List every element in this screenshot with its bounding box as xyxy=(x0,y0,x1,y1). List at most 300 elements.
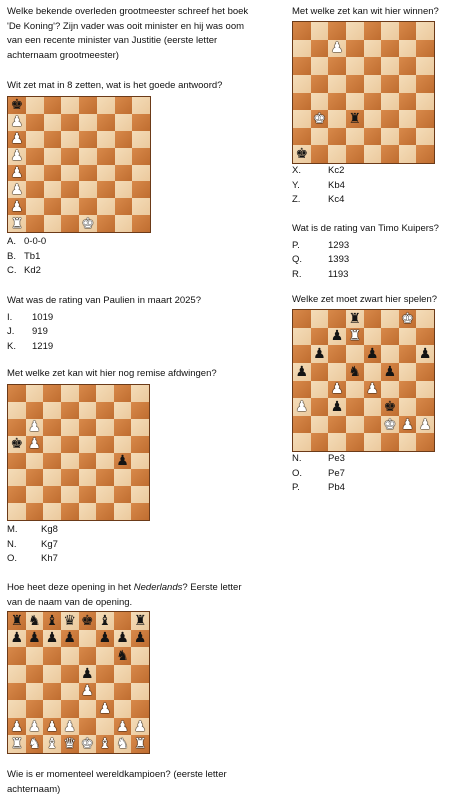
square-d6 xyxy=(61,419,79,436)
square-c7 xyxy=(43,402,61,419)
square-c3 xyxy=(43,469,61,486)
answer-option-o2: O. Pe7 xyxy=(292,467,345,479)
square-e5 xyxy=(364,75,382,93)
square-f1 xyxy=(381,433,399,451)
square-g5 xyxy=(399,363,417,381)
square-b4 xyxy=(26,165,44,182)
square-b2 xyxy=(311,416,329,434)
square-d4 xyxy=(346,93,364,111)
square-f3 xyxy=(96,700,114,718)
square-b6 xyxy=(26,419,44,436)
square-d4 xyxy=(61,683,79,701)
square-a2 xyxy=(293,416,311,434)
answer-option-j: J. 919 xyxy=(7,326,48,337)
white-king-icon: ♚ xyxy=(401,310,414,327)
square-h2 xyxy=(416,416,434,434)
answer-option-o: O. Kh7 xyxy=(7,553,58,564)
square-b7 xyxy=(311,328,329,346)
square-h5 xyxy=(131,436,149,453)
white-king-icon: ♚ xyxy=(81,736,94,753)
square-d7 xyxy=(61,114,79,131)
square-h8 xyxy=(131,385,149,402)
square-g6 xyxy=(115,131,133,148)
black-pawn-icon: ♟ xyxy=(116,452,129,469)
black-king-icon: ♚ xyxy=(81,612,94,629)
square-h7 xyxy=(416,40,434,58)
square-f6 xyxy=(96,419,114,436)
answer-option-a: A. 0-0-0 xyxy=(7,236,47,247)
chess-board-win xyxy=(292,21,435,164)
square-c1 xyxy=(44,215,62,232)
square-d8 xyxy=(61,612,79,630)
square-e5 xyxy=(364,363,382,381)
square-b4 xyxy=(26,453,44,470)
square-a1 xyxy=(293,433,311,451)
square-d4 xyxy=(61,453,79,470)
square-a4 xyxy=(293,381,311,399)
square-b3 xyxy=(26,181,44,198)
square-h3 xyxy=(131,469,149,486)
square-e2 xyxy=(364,128,382,146)
square-e6 xyxy=(79,131,97,148)
square-e5 xyxy=(79,665,97,683)
square-g2 xyxy=(115,198,133,215)
square-e3 xyxy=(364,110,382,128)
square-b4 xyxy=(311,381,329,399)
square-h3 xyxy=(416,398,434,416)
square-c4 xyxy=(328,381,346,399)
square-b1 xyxy=(311,145,329,163)
square-b3 xyxy=(26,469,44,486)
square-h1 xyxy=(131,735,149,753)
square-f8 xyxy=(97,97,115,114)
square-c4 xyxy=(44,165,62,182)
square-c6 xyxy=(328,57,346,75)
square-g8 xyxy=(114,612,132,630)
square-f4 xyxy=(96,453,114,470)
square-c2 xyxy=(44,198,62,215)
square-d8 xyxy=(61,385,79,402)
square-h1 xyxy=(131,503,149,520)
square-d1 xyxy=(346,433,364,451)
white-pawn-icon: ♟ xyxy=(28,436,41,453)
square-b7 xyxy=(311,40,329,58)
square-d7 xyxy=(346,40,364,58)
square-a6 xyxy=(8,131,26,148)
square-b6 xyxy=(26,131,44,148)
square-e1 xyxy=(364,433,382,451)
square-d5 xyxy=(61,148,79,165)
square-h2 xyxy=(416,128,434,146)
question-opening xyxy=(7,581,259,610)
square-a7 xyxy=(8,114,26,131)
square-d5 xyxy=(61,665,79,683)
square-c5 xyxy=(43,665,61,683)
square-e1 xyxy=(364,145,382,163)
square-h8 xyxy=(132,97,150,114)
answer-option-n: N. Kg7 xyxy=(7,538,58,550)
question-text: Met welke zet kan wit hier winnen? xyxy=(292,6,439,17)
square-g5 xyxy=(114,436,132,453)
square-c6 xyxy=(44,131,62,148)
square-h1 xyxy=(132,215,150,232)
square-c1 xyxy=(328,145,346,163)
square-g3 xyxy=(399,110,417,128)
square-c6 xyxy=(43,647,61,665)
square-d1 xyxy=(61,215,79,232)
white-pawn-icon: ♟ xyxy=(28,419,41,436)
black-king-icon: ♚ xyxy=(295,146,309,163)
square-e8 xyxy=(79,385,97,402)
answer-option-m: M. Kg8 xyxy=(7,524,58,535)
square-d2 xyxy=(61,486,79,503)
square-g5 xyxy=(115,148,133,165)
white-pawn-icon: ♟ xyxy=(10,148,24,165)
white-pawn-icon: ♟ xyxy=(10,181,24,198)
square-b1 xyxy=(26,735,44,753)
square-c8 xyxy=(328,310,346,328)
question-win xyxy=(292,5,457,20)
question-draw xyxy=(7,367,259,382)
white-pawn-icon: ♟ xyxy=(81,683,94,700)
square-b8 xyxy=(311,310,329,328)
square-g1 xyxy=(399,433,417,451)
square-f2 xyxy=(381,416,399,434)
square-g3 xyxy=(114,700,132,718)
black-knight-icon: ♞ xyxy=(116,648,129,665)
white-pawn-icon: ♟ xyxy=(330,40,344,57)
square-h5 xyxy=(132,148,150,165)
square-c5 xyxy=(44,148,62,165)
square-b7 xyxy=(26,114,44,131)
square-a4 xyxy=(8,453,26,470)
square-c6 xyxy=(43,419,61,436)
white-rook-icon: ♜ xyxy=(133,736,147,753)
black-pawn-icon: ♟ xyxy=(330,398,344,415)
square-a2 xyxy=(8,198,26,215)
square-g4 xyxy=(115,165,133,182)
square-a5 xyxy=(8,436,26,453)
square-d5 xyxy=(346,75,364,93)
white-pawn-icon: ♟ xyxy=(418,416,432,433)
question-text: Wie is er momenteel wereldkampioen? (eerste letter achternaam) xyxy=(7,769,227,795)
square-h8 xyxy=(416,22,434,40)
square-h6 xyxy=(131,419,149,436)
answer-option-p2: P. Pb4 xyxy=(292,482,345,493)
square-h5 xyxy=(131,665,149,683)
white-pawn-icon: ♟ xyxy=(330,381,344,398)
black-pawn-icon: ♟ xyxy=(418,346,432,363)
square-h7 xyxy=(131,402,149,419)
black-bishop-icon: ♝ xyxy=(98,612,112,629)
square-g1 xyxy=(114,503,132,520)
square-f3 xyxy=(97,181,115,198)
black-pawn-icon: ♟ xyxy=(313,346,326,363)
square-b6 xyxy=(26,647,44,665)
square-h6 xyxy=(416,345,434,363)
white-knight-icon: ♞ xyxy=(116,736,129,753)
white-pawn-icon: ♟ xyxy=(401,416,414,433)
square-f8 xyxy=(96,612,114,630)
square-c7 xyxy=(44,114,62,131)
square-a1 xyxy=(8,735,26,753)
square-h7 xyxy=(131,630,149,648)
chess-board-black-move xyxy=(292,309,435,452)
square-a1 xyxy=(8,215,26,232)
square-g1 xyxy=(114,735,132,753)
square-f7 xyxy=(96,630,114,648)
square-e8 xyxy=(364,22,382,40)
white-pawn-icon: ♟ xyxy=(10,114,24,131)
square-f5 xyxy=(96,436,114,453)
square-e3 xyxy=(79,700,97,718)
square-f5 xyxy=(96,665,114,683)
square-e5 xyxy=(79,148,97,165)
square-g7 xyxy=(399,328,417,346)
square-b1 xyxy=(311,433,329,451)
square-a4 xyxy=(293,93,311,111)
black-rook-icon: ♜ xyxy=(348,310,361,327)
black-pawn-icon: ♟ xyxy=(330,328,344,345)
black-bishop-icon: ♝ xyxy=(45,612,59,629)
question-text: Welke zet moet zwart hier spelen? xyxy=(292,294,438,305)
black-pawn-icon: ♟ xyxy=(133,630,147,647)
black-king-icon: ♚ xyxy=(383,398,397,415)
square-f7 xyxy=(97,114,115,131)
square-f4 xyxy=(97,165,115,182)
square-g2 xyxy=(114,718,132,736)
options-mate-in-8 xyxy=(7,235,46,279)
white-pawn-icon: ♟ xyxy=(10,131,24,148)
black-king-icon: ♚ xyxy=(10,436,24,453)
square-b2 xyxy=(26,198,44,215)
white-pawn-icon: ♟ xyxy=(28,718,41,735)
square-b6 xyxy=(311,345,329,363)
options-draw xyxy=(7,523,58,567)
square-c2 xyxy=(328,128,346,146)
square-f1 xyxy=(381,145,399,163)
square-f7 xyxy=(96,402,114,419)
black-queen-icon: ♛ xyxy=(63,612,76,629)
square-a4 xyxy=(8,683,26,701)
square-c7 xyxy=(328,40,346,58)
square-e4 xyxy=(79,165,97,182)
square-a5 xyxy=(293,75,311,93)
black-pawn-icon: ♟ xyxy=(81,665,94,682)
square-e6 xyxy=(364,57,382,75)
square-e3 xyxy=(79,469,97,486)
square-d1 xyxy=(61,503,79,520)
question-mate-in-8 xyxy=(7,79,259,94)
square-d1 xyxy=(346,145,364,163)
square-b5 xyxy=(311,75,329,93)
square-h5 xyxy=(416,75,434,93)
square-f4 xyxy=(96,683,114,701)
square-f2 xyxy=(96,718,114,736)
answer-option-q: Q. 1393 xyxy=(292,254,350,265)
square-a7 xyxy=(8,630,26,648)
square-d6 xyxy=(346,57,364,75)
square-c5 xyxy=(328,363,346,381)
answer-option-x: X. Kc2 xyxy=(292,165,345,176)
square-f3 xyxy=(381,398,399,416)
square-e2 xyxy=(79,486,97,503)
square-c3 xyxy=(44,181,62,198)
square-c2 xyxy=(43,718,61,736)
square-g6 xyxy=(399,57,417,75)
square-e7 xyxy=(364,40,382,58)
chess-board-mate-in-8 xyxy=(7,96,151,233)
square-a8 xyxy=(8,385,26,402)
square-h8 xyxy=(416,310,434,328)
square-h2 xyxy=(131,718,149,736)
white-rook-icon: ♜ xyxy=(348,328,361,345)
square-e4 xyxy=(79,683,97,701)
square-b1 xyxy=(26,215,44,232)
square-a8 xyxy=(293,22,311,40)
white-king-icon: ♚ xyxy=(313,110,326,127)
square-c3 xyxy=(43,700,61,718)
square-e6 xyxy=(364,345,382,363)
square-f3 xyxy=(96,469,114,486)
square-e4 xyxy=(364,381,382,399)
black-rook-icon: ♜ xyxy=(133,612,147,629)
square-d6 xyxy=(61,131,79,148)
square-f7 xyxy=(381,40,399,58)
square-d4 xyxy=(346,381,364,399)
options-win xyxy=(292,164,345,208)
square-f4 xyxy=(381,93,399,111)
square-b5 xyxy=(26,665,44,683)
square-a5 xyxy=(8,148,26,165)
square-a6 xyxy=(8,419,26,436)
square-e7 xyxy=(79,114,97,131)
square-b3 xyxy=(311,398,329,416)
square-e7 xyxy=(364,328,382,346)
square-g5 xyxy=(399,75,417,93)
square-h6 xyxy=(132,131,150,148)
square-c1 xyxy=(43,503,61,520)
square-b4 xyxy=(26,683,44,701)
square-d6 xyxy=(61,647,79,665)
square-c7 xyxy=(328,328,346,346)
square-c8 xyxy=(43,612,61,630)
square-b1 xyxy=(26,503,44,520)
white-bishop-icon: ♝ xyxy=(45,736,59,753)
square-a3 xyxy=(293,110,311,128)
square-f2 xyxy=(97,198,115,215)
white-rook-icon: ♜ xyxy=(10,215,24,232)
square-e1 xyxy=(79,503,97,520)
square-b2 xyxy=(26,486,44,503)
black-pawn-icon: ♟ xyxy=(366,346,379,363)
square-g3 xyxy=(115,181,133,198)
square-f6 xyxy=(381,345,399,363)
answer-option-i: I. 1019 xyxy=(7,311,54,323)
square-h4 xyxy=(131,453,149,470)
white-bishop-icon: ♝ xyxy=(98,736,112,753)
square-f2 xyxy=(96,486,114,503)
question-text: Wat was de rating van Paulien in maart 2025? xyxy=(7,295,201,306)
square-f6 xyxy=(381,57,399,75)
black-pawn-icon: ♟ xyxy=(10,630,24,647)
square-a8 xyxy=(8,612,26,630)
square-a2 xyxy=(293,128,311,146)
square-c2 xyxy=(43,486,61,503)
black-pawn-icon: ♟ xyxy=(383,363,397,380)
square-g6 xyxy=(114,419,132,436)
chess-board-draw xyxy=(7,384,150,521)
square-b8 xyxy=(26,97,44,114)
square-c4 xyxy=(328,93,346,111)
square-h4 xyxy=(131,683,149,701)
square-f1 xyxy=(96,503,114,520)
square-e5 xyxy=(79,436,97,453)
square-b4 xyxy=(311,93,329,111)
square-e7 xyxy=(79,402,97,419)
square-g3 xyxy=(399,398,417,416)
square-a4 xyxy=(8,165,26,182)
square-h4 xyxy=(416,381,434,399)
square-g4 xyxy=(399,93,417,111)
square-e1 xyxy=(79,735,97,753)
square-d8 xyxy=(346,22,364,40)
square-c2 xyxy=(328,416,346,434)
square-g8 xyxy=(399,310,417,328)
square-d5 xyxy=(346,363,364,381)
square-f6 xyxy=(97,131,115,148)
white-pawn-icon: ♟ xyxy=(98,700,112,717)
square-g8 xyxy=(399,22,417,40)
square-d3 xyxy=(346,398,364,416)
square-d7 xyxy=(61,630,79,648)
square-a6 xyxy=(293,57,311,75)
square-f8 xyxy=(381,22,399,40)
black-rook-icon: ♜ xyxy=(10,612,24,629)
square-c3 xyxy=(328,398,346,416)
square-b3 xyxy=(311,110,329,128)
chess-board-opening xyxy=(7,611,150,754)
square-b3 xyxy=(26,700,44,718)
square-d8 xyxy=(346,310,364,328)
square-g2 xyxy=(399,128,417,146)
question-text: Hoe heet deze opening in het Nederlands? Eerste letter van de naam van de opening. xyxy=(7,582,242,608)
square-e1 xyxy=(79,215,97,232)
square-g6 xyxy=(114,647,132,665)
options-black-move xyxy=(292,452,345,496)
white-king-icon: ♚ xyxy=(81,215,95,232)
square-b8 xyxy=(311,22,329,40)
square-b2 xyxy=(311,128,329,146)
square-e2 xyxy=(79,718,97,736)
square-b5 xyxy=(311,363,329,381)
square-f5 xyxy=(97,148,115,165)
square-e8 xyxy=(79,97,97,114)
square-c6 xyxy=(328,345,346,363)
square-d3 xyxy=(61,700,79,718)
square-e4 xyxy=(79,453,97,470)
square-h3 xyxy=(416,110,434,128)
square-h6 xyxy=(416,57,434,75)
question-grandmaster xyxy=(7,5,259,63)
answer-option-n2: N. Pe3 xyxy=(292,453,345,464)
square-a7 xyxy=(293,40,311,58)
black-pawn-icon: ♟ xyxy=(116,630,129,647)
square-f2 xyxy=(381,128,399,146)
square-f5 xyxy=(381,75,399,93)
square-e6 xyxy=(79,419,97,436)
square-h1 xyxy=(416,145,434,163)
